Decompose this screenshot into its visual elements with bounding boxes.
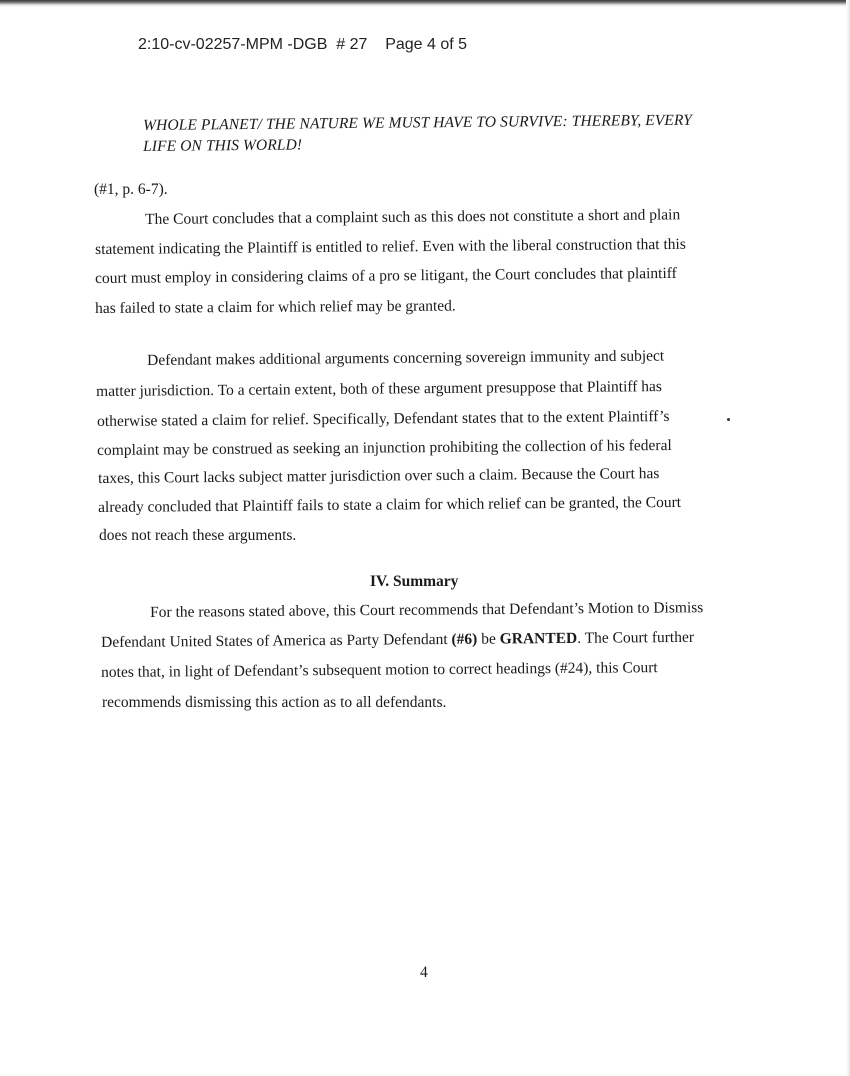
summary-line-2 — [101, 624, 694, 657]
paragraph-2-line-6: already concluded that Plaintiff fails to state a claim for which relief can be granted, the Court — [98, 493, 682, 516]
paragraph-2-line-3: otherwise stated a claim for relief. Specifically, Defendant states that to the extent Plaintiff’s — [97, 408, 670, 430]
paragraph-2-line-2: matter jurisdiction. To a certain extent, both of these argument presuppose that Plaintiff has — [96, 378, 662, 400]
motion-reference: (#6) — [451, 630, 478, 648]
citation: (#1, p. 6-7). — [94, 181, 168, 198]
summary-line-3: notes that, in light of Defendant’s subsequent motion to correct headings (#24), this Court — [101, 659, 658, 681]
scan-edge-right — [846, 0, 850, 1076]
page-number: 4 — [420, 964, 428, 981]
paragraph-2-line-4: complaint may be construed as seeking an injunction prohibiting the collection of his federal — [97, 436, 672, 459]
quote-line-2: LIFE ON THIS WORLD! — [143, 136, 303, 155]
quote-line-1: WHOLE PLANET/ THE NATURE WE MUST HAVE TO SURVIVE: THEREBY, EVERY — [143, 111, 693, 134]
summary-line-4: recommends dismissing this action as to all defendants. — [102, 694, 447, 711]
granted-status: GRANTED — [499, 629, 578, 648]
court-filing-header — [138, 36, 467, 54]
page-info: Page 4 of 5 — [385, 36, 468, 53]
paragraph-1-line-4: has failed to state a claim for which relief may be granted. — [95, 297, 456, 317]
paragraph-1-line-3: court must employ in considering claims of a pro se litigant, the Court concludes that plaintiff — [95, 264, 677, 287]
paragraph-2-line-7: does not reach these arguments. — [99, 527, 297, 544]
summary-line-2-mid: be — [477, 630, 500, 648]
paragraph-2-line-5: taxes, this Court lacks subject matter jurisdiction over such a claim. Because the Court has — [98, 465, 660, 487]
scan-edge-top — [0, 0, 850, 7]
document-number: # 27 — [336, 36, 368, 53]
case-number: 2:10-cv-02257-MPM -DGB — [138, 36, 328, 53]
scan-speck — [727, 418, 730, 421]
summary-line-2-suffix: . The Court further — [577, 628, 695, 647]
summary-line-2-prefix: Defendant United States of America as Party Defendant — [101, 630, 452, 651]
paragraph-1-line-1: The Court concludes that a complaint such as this does not constitute a short and plain — [145, 206, 681, 228]
paragraph-1-line-2: statement indicating the Plaintiff is entitled to relief. Even with the liberal construction that this — [95, 235, 686, 258]
summary-line-1: For the reasons stated above, this Court recommends that Defendant’s Motion to Dismiss — [150, 599, 704, 621]
paragraph-2-line-1: Defendant makes additional arguments concerning sovereign immunity and subject — [147, 347, 665, 369]
section-heading: IV. Summary — [370, 573, 459, 590]
